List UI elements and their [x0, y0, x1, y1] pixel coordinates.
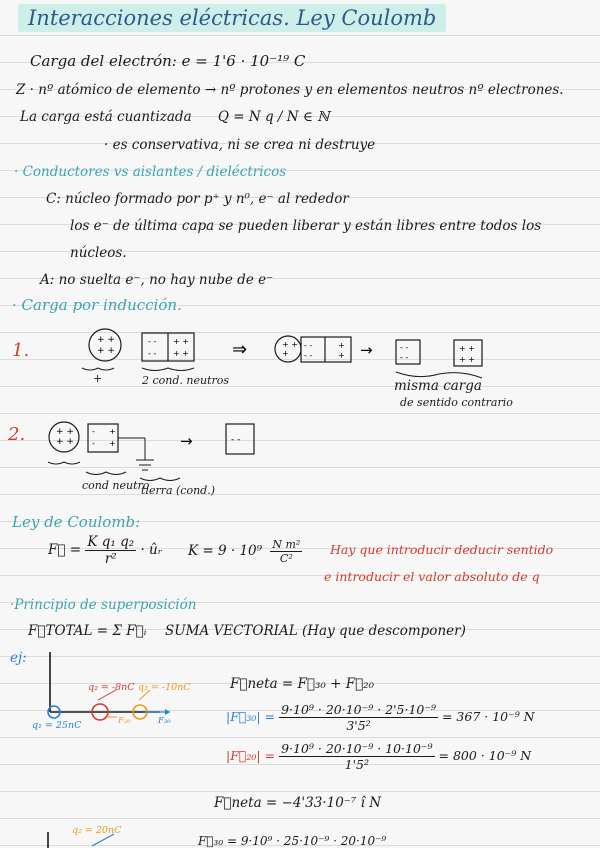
f30-fraction: [279, 702, 438, 733]
coulomb-unit-vector: · ûᵣ: [140, 542, 163, 558]
conductor-line-3: núcleos.: [70, 245, 127, 261]
f20-numerator: 9·10⁹ · 20·10⁻⁹ · 10·10⁻⁹: [281, 741, 433, 756]
f30-label: F₃₀: [158, 716, 171, 726]
conductor-line-1: C: núcleo formado por p⁺ y n⁰, e⁻ al rededor: [46, 191, 349, 207]
superposition-heading: ·Principio de superposición: [10, 597, 197, 613]
svg-text:+ +: + +: [459, 344, 475, 353]
electron-charge-line: Carga del electrón: e = 1'6 · 10⁻¹⁹ C: [30, 52, 306, 70]
svg-text:- -: - -: [304, 351, 313, 360]
f20-fraction: [279, 741, 434, 772]
q3-label: q₃ = -10nC: [138, 682, 191, 693]
conductors-heading: · Conductores vs aislantes / dieléctricos: [14, 164, 287, 180]
step1-result-line2: de sentido contrario: [400, 396, 513, 409]
f20-result: = 800 · 10⁻⁹ N: [438, 748, 532, 763]
svg-text:-: -: [92, 427, 95, 436]
svg-text:-: -: [92, 439, 95, 448]
f30-computation: [226, 702, 535, 733]
coulomb-note-line2: e introducir el valor absoluto de q: [324, 569, 540, 584]
k-value: K = 9 · 10⁹: [188, 543, 263, 559]
svg-text:+ +: + +: [282, 340, 298, 349]
f30-arrowhead: [165, 709, 170, 715]
conductor-line-2: los e⁻ de última capa se pueden liberar y están libres entre todos los: [70, 218, 542, 234]
arrow-right-2: →: [180, 432, 193, 450]
f20-denominator: 1'5²: [344, 757, 369, 772]
atomic-number-line: Z · nº atómico de elemento → nº protones y en elementos neutros nº electrones.: [16, 82, 564, 98]
svg-text:+: +: [109, 427, 116, 436]
svg-text:- -: - -: [231, 435, 241, 445]
bottom-q-label: q₂ = 20nC: [72, 825, 122, 836]
svg-text:+ +: + +: [97, 335, 115, 345]
k-unit-num: N m²: [272, 538, 301, 551]
f30-denominator: 3'5²: [346, 718, 371, 733]
coulomb-note-line1: Hay que introducir deducir sentido: [330, 542, 554, 557]
k-unit-den: C²: [279, 552, 293, 565]
svg-text:+: +: [338, 341, 345, 350]
arrow-implies-1: ⇒: [232, 339, 248, 360]
step2-label2: tierra (cond.): [141, 484, 216, 497]
svg-text:+: +: [282, 349, 289, 358]
superposition-formula: F⃗TOTAL = Σ F⃗ᵢ: [28, 623, 147, 639]
example-label: ej:: [10, 650, 27, 666]
bottom-formula: F⃗₃₀ = 9·10⁹ · 25·10⁻⁹ · 20·10⁻⁹: [198, 834, 387, 848]
step1-result-line1: misma carga: [394, 378, 482, 394]
step1-plus: +: [93, 372, 103, 385]
f30-lhs: |F⃗₃₀| =: [226, 709, 276, 724]
f20-lhs: |F⃗₂₀| =: [226, 748, 276, 763]
f30-result: = 367 · 10⁻⁹ N: [441, 709, 535, 724]
vector-sum-note: SUMA VECTORIAL (Hay que descomponer): [165, 623, 466, 639]
svg-text:- -: - -: [400, 343, 409, 352]
svg-text:+ +: + +: [459, 355, 475, 364]
quantized-formula: Q = N q / N ∈ ℕ: [217, 109, 330, 125]
coulomb-denominator: r²: [104, 551, 117, 567]
coulomb-heading: Ley de Coulomb:: [12, 513, 141, 531]
insulator-line: A: no suelta e⁻, no hay nube de e⁻: [40, 272, 274, 288]
svg-text:- -: - -: [148, 349, 157, 358]
f20-computation: [226, 741, 531, 772]
fneta-result: F⃗neta = −4'33·10⁻⁷ î N: [214, 795, 382, 811]
q2-label: q₂ = -8nC: [88, 682, 135, 693]
fneta-formula: F⃗neta = F⃗₃₀ + F⃗₂₀: [230, 676, 374, 692]
svg-text:+: +: [109, 439, 116, 448]
quantized-text: La carga está cuantizada: [20, 109, 192, 125]
coulomb-numerator: K q₁ q₂: [87, 534, 135, 550]
step1-label: 2 cond. neutros: [142, 374, 230, 387]
f20-label: F₂₀: [118, 716, 131, 726]
svg-text:- -: - -: [304, 341, 313, 350]
conservative-line: · es conservativa, ni se crea ni destruye: [104, 137, 376, 153]
step2-label1: cond neutro: [82, 479, 150, 492]
svg-text:+ +: + +: [97, 346, 115, 356]
induction-heading: · Carga por inducción.: [12, 296, 182, 314]
svg-text:+ +: + +: [56, 437, 74, 447]
svg-text:+: +: [338, 351, 345, 360]
svg-text:+ +: + +: [173, 349, 189, 358]
step2-number: 2.: [8, 424, 26, 445]
svg-text:+ +: + +: [173, 337, 189, 346]
svg-text:- -: - -: [148, 337, 157, 346]
arrow-right-1: →: [360, 341, 373, 359]
svg-text:+ +: + +: [56, 427, 74, 437]
page-title: Interacciones eléctricas. Ley Coulomb: [18, 4, 446, 32]
coulomb-lhs: F⃗ =: [48, 542, 82, 558]
q1-label: q₁ = 25nC: [32, 720, 82, 731]
svg-text:- -: - -: [400, 353, 409, 362]
f30-numerator: 9·10⁹ · 20·10⁻⁹ · 2'5·10⁻⁹: [281, 702, 436, 717]
step1-number: 1.: [12, 340, 30, 361]
